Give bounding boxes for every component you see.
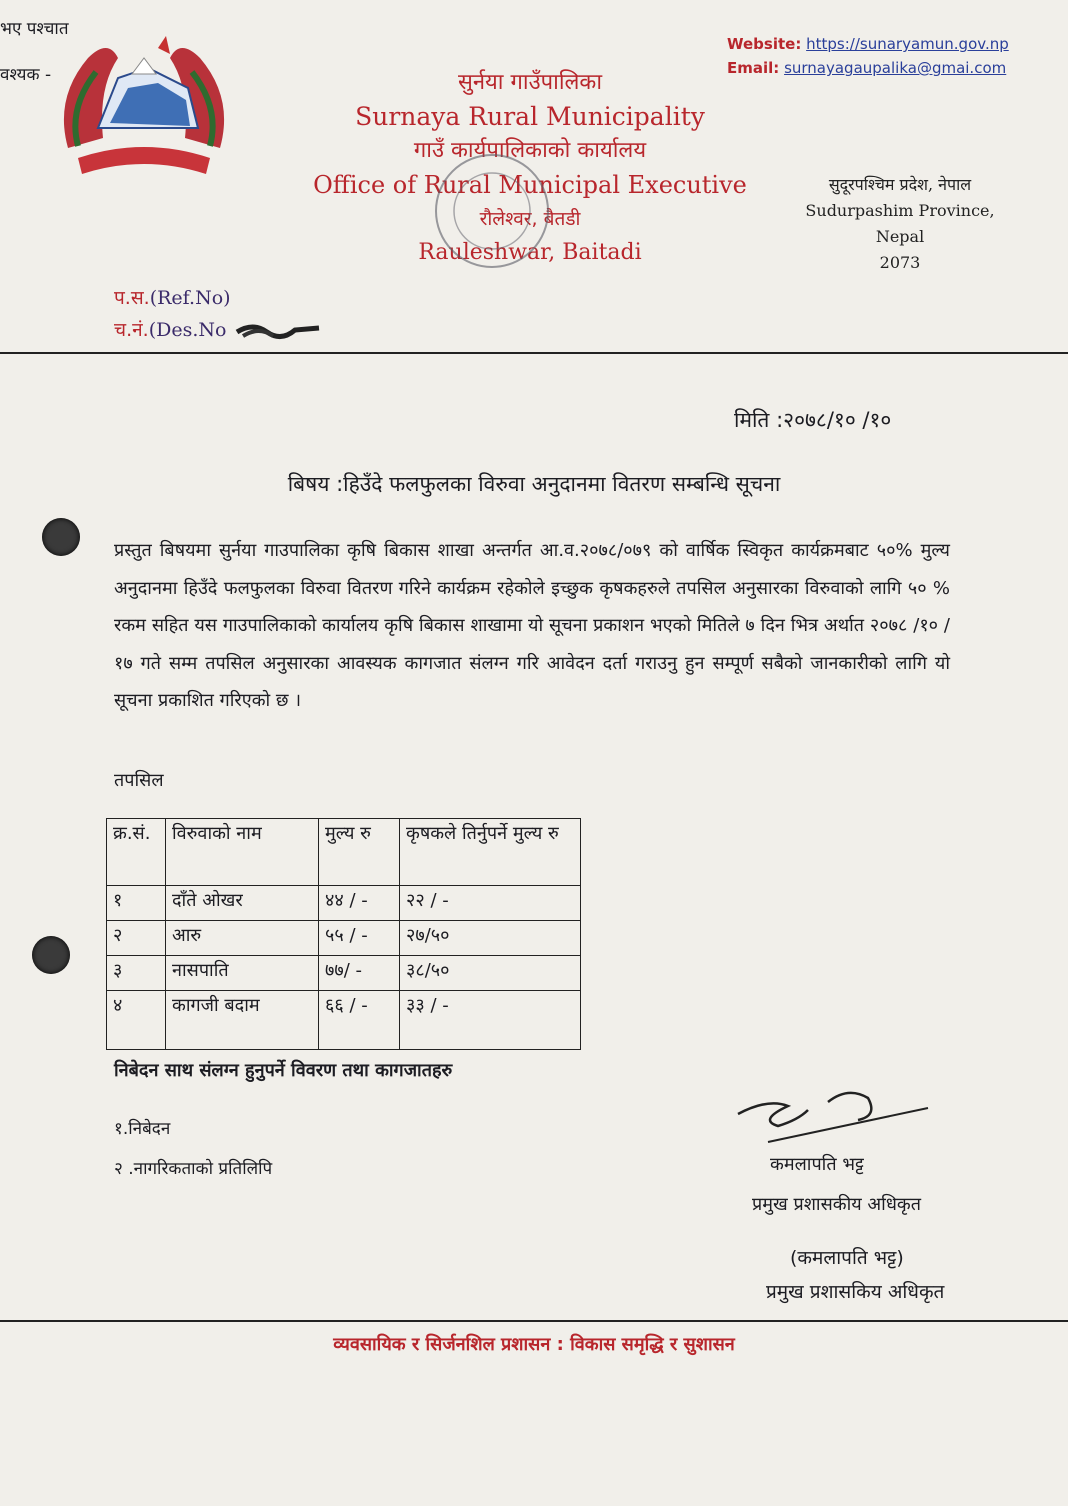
ref-label-np: प.स. xyxy=(114,287,150,309)
cell-price: ६६ / - xyxy=(319,991,400,1050)
province-en: Sudurpashim Province, xyxy=(805,201,995,220)
website-label: Website: xyxy=(727,35,802,53)
cell-farmer-pays: २२ / - xyxy=(400,886,581,921)
place-en: Rauleshwar, Baitadi xyxy=(418,240,642,265)
notice-subject: बिषय :हिउँदे फलफुलका विरुवा अनुदानमा वितरण सम्बन्धि सूचना xyxy=(287,472,781,496)
signatory-stamp-name: (कमलापति भट्ट) xyxy=(790,1247,904,1269)
saplings-table xyxy=(106,818,581,1050)
cell-serial: २ xyxy=(107,921,166,956)
email-link[interactable]: surnayagaupalika@gmai.com xyxy=(784,59,1007,77)
cell-farmer-pays: ३३ / - xyxy=(400,991,581,1050)
country-en: Nepal xyxy=(875,227,925,246)
province-block xyxy=(790,172,1010,276)
cell-price: ५५ / - xyxy=(319,921,400,956)
des-label-en: (Des.No xyxy=(148,319,227,341)
place-np: रौलेश्वर, बैतडी xyxy=(479,208,581,230)
cell-farmer-pays: ३८/५० xyxy=(400,956,581,991)
municipality-name-np: सुर्नया गाउँपालिका xyxy=(457,70,603,95)
signatory-name: कमलापति भट्ट xyxy=(770,1154,864,1175)
details-heading: तपसिल xyxy=(114,770,164,791)
footer-slogan: व्यवसायिक र सिर्जनशिल प्रशासन : विकास समृद्धि र सुशासन xyxy=(333,1334,735,1355)
ref-label-en: (Ref.No) xyxy=(149,287,231,309)
signature-icon xyxy=(728,1080,948,1150)
signatory-stamp-title: प्रमुख प्रशासकिय अधिकृत xyxy=(766,1281,945,1303)
cell-price: ४४ / - xyxy=(319,886,400,921)
notice-date: मिति :२०७८/१० /१० xyxy=(734,408,892,432)
province-np: सुदूरपश्चिम प्रदेश, नेपाल xyxy=(828,175,972,194)
email-label: Email: xyxy=(727,59,780,77)
established-year: 2073 xyxy=(879,253,921,272)
edge-text-2: वश्यक - xyxy=(0,65,52,85)
header-serial: क्र.सं. xyxy=(107,819,166,886)
cell-serial: ४ xyxy=(107,991,166,1050)
table-row xyxy=(107,886,581,921)
header-divider xyxy=(0,352,1068,354)
table-row xyxy=(107,921,581,956)
cell-name: दाँते ओखर xyxy=(166,886,319,921)
office-stamp-icon xyxy=(412,146,572,276)
notice-body: प्रस्तुत बिषयमा सुर्नया गाउपालिका कृषि बिकास शाखा अन्तर्गत आ.व.२०७८/०७९ को वार्षिक स्विकृत कार्यक्रमबाट ५०% मुल्य अनुदानमा हिउँदे फलफुलका विरुवा वितरण गरिने कार्यक्रम रहेकोले इच्छुक कृषकहरुले तपसिल अनुसारका विरुवाको लागि ५० % रकम सहित यस गाउपालिकाको कार्यालय कृषि बिकास शाखामा यो सूचना प्रकाशन भएको मितिले ७ दिन भित्र अर्थात २०७८ /१० /१७ गते सम्म तपसिल अनुसारका आवस्यक कागजात संलग्न गरि आवेदन दर्ता गराउनु हुन सम्पूर्ण सबैको जानकारीको लागि यो सूचना प्रकाशित गरिएको छ । xyxy=(114,540,950,711)
table-header-row xyxy=(107,819,581,886)
cell-serial: ३ xyxy=(107,956,166,991)
website-link[interactable]: https://sunaryamun.gov.np xyxy=(806,35,1009,53)
signatory-title: प्रमुख प्रशासकीय अधिकृत xyxy=(752,1194,921,1215)
required-doc-item: २ .नागरिकताको प्रतिलिपि xyxy=(114,1159,273,1179)
reference-numbers xyxy=(114,282,323,346)
nepal-emblem-icon xyxy=(48,28,240,188)
table-row xyxy=(107,991,581,1050)
header-sapling-name: विरुवाको नाम xyxy=(166,819,319,886)
office-name-en: Office of Rural Municipal Executive xyxy=(313,171,747,199)
punch-hole-icon xyxy=(42,518,80,556)
redaction-scribble-icon xyxy=(233,320,323,342)
header-price: मुल्य रु xyxy=(319,819,400,886)
required-doc-item: १.निबेदन xyxy=(114,1119,171,1139)
cell-name: कागजी बदाम xyxy=(166,991,319,1050)
des-label-np: च.नं. xyxy=(114,319,149,341)
footer-divider xyxy=(0,1320,1068,1322)
table-row xyxy=(107,956,581,991)
office-name-np: गाउँ कार्यपालिकाको कार्यालय xyxy=(413,138,647,163)
cell-farmer-pays: २७/५० xyxy=(400,921,581,956)
contact-block xyxy=(727,32,1009,80)
required-docs-title: निबेदन साथ संलग्न हुनुपर्ने विवरण तथा कागजातहरु xyxy=(114,1060,453,1081)
cell-price: ७७/ - xyxy=(319,956,400,991)
cell-serial: १ xyxy=(107,886,166,921)
edge-text-1: भए पश्चात xyxy=(0,19,69,39)
header-farmer-pays: कृषकले तिर्नुपर्ने मुल्य रु xyxy=(400,819,581,886)
punch-hole-icon xyxy=(32,936,70,974)
cell-name: नासपाति xyxy=(166,956,319,991)
municipality-name-en: Surnaya Rural Municipality xyxy=(355,102,705,131)
cell-name: आरु xyxy=(166,921,319,956)
